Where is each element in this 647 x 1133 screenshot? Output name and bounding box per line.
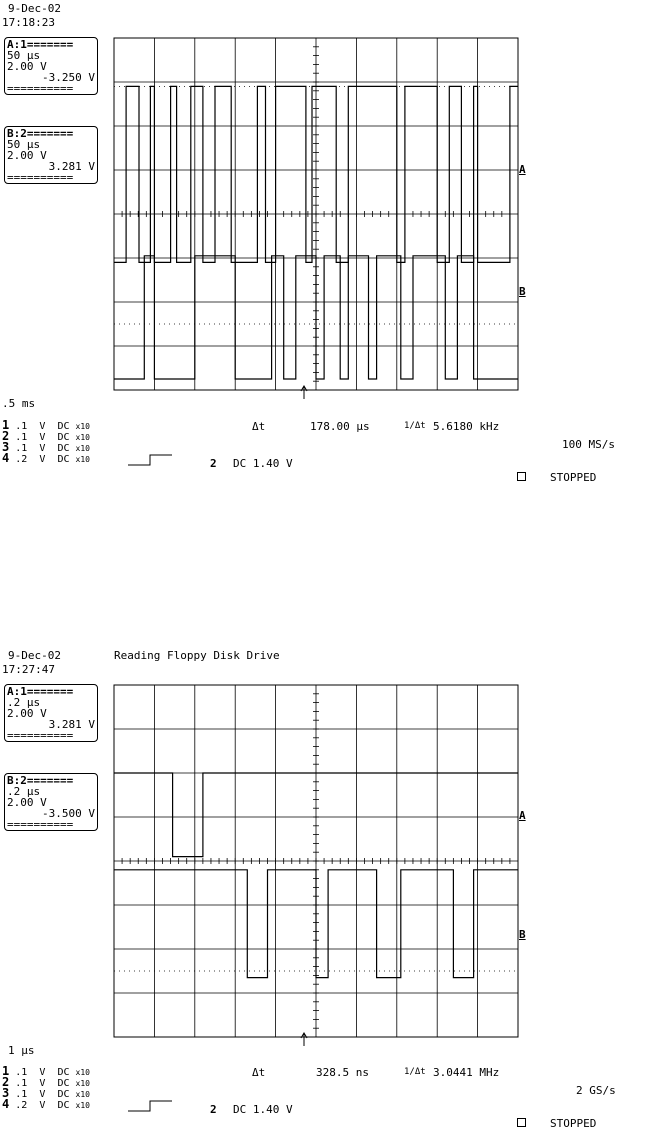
channel-a-offset: -3.250 V <box>42 71 95 84</box>
channel-a-scale: 2.00 V <box>7 707 47 720</box>
sample-rate: 2 GS/s <box>576 1084 616 1097</box>
input-unit: V <box>39 443 46 454</box>
capture-date: 9-Dec-02 <box>8 2 61 15</box>
delta-t-label: Δt <box>252 1066 266 1079</box>
channel-a-box <box>4 684 98 742</box>
input-coupling: DC <box>57 454 70 465</box>
inv-delta-t-label: 1/Δt <box>404 1067 426 1077</box>
input-unit: V <box>39 1100 46 1111</box>
input-probe: x10 <box>75 422 90 431</box>
scope-capture-2 <box>0 632 647 1132</box>
input-unit: V <box>39 421 46 432</box>
channel-b-box <box>4 773 98 831</box>
channel-a-footer: ========== <box>7 729 74 742</box>
input-coupling: DC <box>57 1100 70 1111</box>
input-volts: .1 <box>15 1078 28 1089</box>
inv-delta-t-value: 3.0441 MHz <box>433 1066 500 1079</box>
delta-t-value: 178.00 µs <box>310 420 370 433</box>
status-box-icon <box>517 1118 526 1127</box>
input-coupling: DC <box>57 1067 70 1078</box>
input-unit: V <box>39 454 46 465</box>
input-volts: .2 <box>15 454 28 465</box>
trigger-channel: 2 <box>210 457 217 470</box>
trace-b <box>114 256 518 379</box>
channel-a-timebase: .2 µs <box>7 696 41 709</box>
input-probe: x10 <box>75 455 90 464</box>
input-volts: .1 <box>15 443 28 454</box>
input-row-4 <box>2 1099 90 1111</box>
input-volts: .1 <box>15 432 28 443</box>
status-text: STOPPED <box>550 1117 597 1130</box>
channel-a-offset: 3.281 V <box>48 718 95 731</box>
trigger-edge-icon <box>128 1101 172 1111</box>
input-probe: x10 <box>75 433 90 442</box>
inv-delta-t-value: 5.6180 kHz <box>433 420 500 433</box>
input-unit: V <box>39 1089 46 1100</box>
timebase-label: 1 µs <box>8 1044 35 1057</box>
trace-b <box>114 870 518 978</box>
input-row-4 <box>2 453 90 465</box>
input-num: 2 <box>2 1075 10 1089</box>
capture-time: 17:18:23 <box>2 16 55 29</box>
channel-a-box <box>4 37 98 95</box>
input-probe: x10 <box>75 1090 90 1099</box>
delta-t-value: 328.5 ns <box>316 1066 369 1079</box>
input-probe: x10 <box>75 1101 90 1110</box>
channel-a-scale: 2.00 V <box>7 60 47 73</box>
input-volts: .1 <box>15 1067 28 1078</box>
inv-delta-t-label: 1/Δt <box>404 421 426 431</box>
input-unit: V <box>39 1067 46 1078</box>
channel-b-offset: -3.500 V <box>42 807 95 820</box>
channel-b-scale: 2.00 V <box>7 149 47 162</box>
capture-time: 17:27:47 <box>2 663 55 676</box>
trigger-channel: 2 <box>210 1103 217 1116</box>
trigger-edge-icon <box>128 455 172 465</box>
input-coupling: DC <box>57 421 70 432</box>
channel-b-scale: 2.00 V <box>7 796 47 809</box>
channel-b-header: B:2======= <box>7 774 74 787</box>
channel-b-footer: ========== <box>7 171 74 184</box>
input-num: 3 <box>2 440 10 454</box>
trigger-text: DC 1.40 V <box>233 1103 293 1116</box>
input-volts: .1 <box>15 421 28 432</box>
input-num: 2 <box>2 429 10 443</box>
trace-label-b: B <box>519 928 526 941</box>
channel-b-header: B:2======= <box>7 127 74 140</box>
scope-capture-1 <box>0 0 647 500</box>
input-coupling: DC <box>57 443 70 454</box>
sample-rate: 100 MS/s <box>562 438 615 451</box>
input-coupling: DC <box>57 1089 70 1100</box>
capture-title: Reading Floppy Disk Drive <box>114 649 280 662</box>
input-probe: x10 <box>75 1079 90 1088</box>
trigger-text: DC 1.40 V <box>233 457 293 470</box>
input-num: 4 <box>2 451 10 465</box>
input-unit: V <box>39 1078 46 1089</box>
input-probe: x10 <box>75 1068 90 1077</box>
channel-b-offset: 3.281 V <box>48 160 95 173</box>
timebase-label: .5 ms <box>2 397 36 410</box>
input-num: 4 <box>2 1097 10 1111</box>
input-num: 3 <box>2 1086 10 1100</box>
input-coupling: DC <box>57 432 70 443</box>
trace-label-a: A <box>519 163 526 176</box>
input-num: 1 <box>2 418 10 432</box>
trace-label-b: B <box>519 285 526 298</box>
input-coupling: DC <box>57 1078 70 1089</box>
status-box-icon <box>517 472 526 481</box>
trace-label-a: A <box>519 809 526 822</box>
channel-b-timebase: 50 µs <box>7 138 41 151</box>
channel-b-box <box>4 126 98 184</box>
channel-b-footer: ========== <box>7 818 74 831</box>
delta-t-label: Δt <box>252 420 266 433</box>
input-volts: .1 <box>15 1089 28 1100</box>
capture-date: 9-Dec-02 <box>8 649 61 662</box>
input-num: 1 <box>2 1064 10 1078</box>
channel-b-timebase: .2 µs <box>7 785 41 798</box>
status-text: STOPPED <box>550 471 597 484</box>
channel-a-header: A:1======= <box>7 38 74 51</box>
channel-a-timebase: 50 µs <box>7 49 41 62</box>
channel-a-footer: ========== <box>7 82 74 95</box>
input-volts: .2 <box>15 1100 28 1111</box>
channel-a-header: A:1======= <box>7 685 74 698</box>
input-unit: V <box>39 432 46 443</box>
input-probe: x10 <box>75 444 90 453</box>
